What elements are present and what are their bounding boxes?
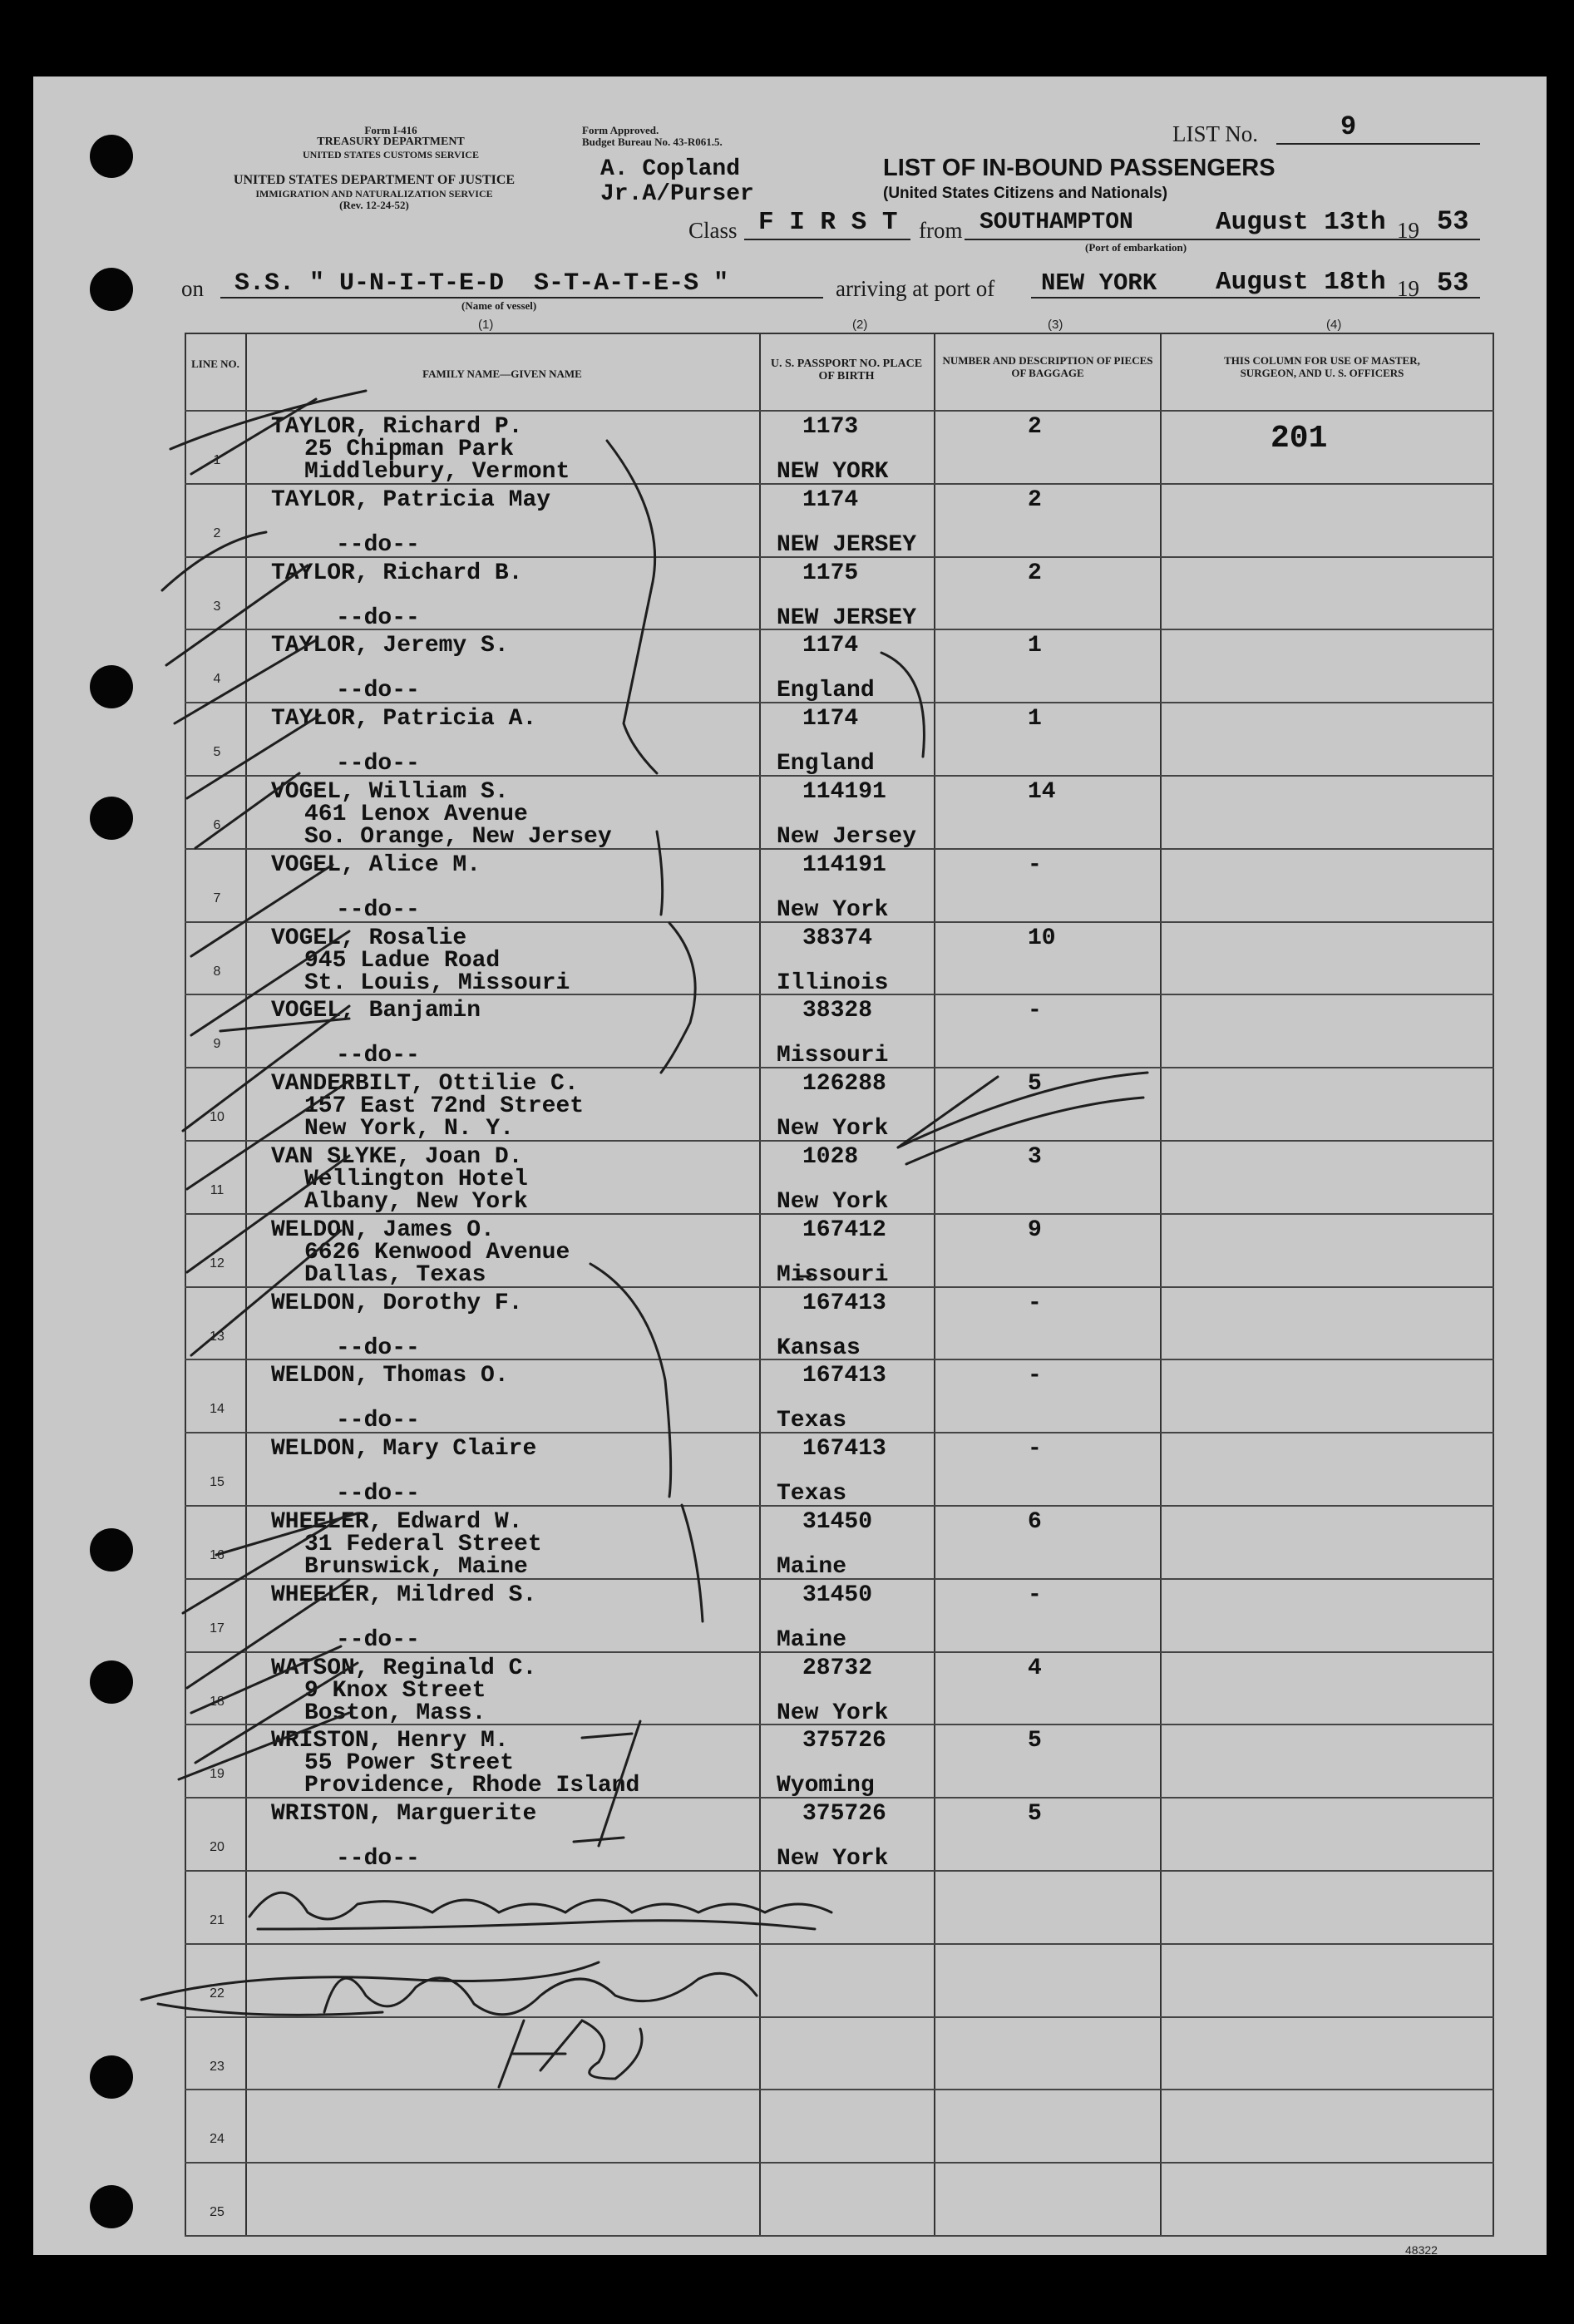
address-line-2: --do-- <box>336 1335 420 1361</box>
address-line-2: --do-- <box>336 896 420 923</box>
passport-number: 1174 <box>802 633 859 659</box>
address-line-1: Wellington Hotel <box>304 1167 528 1192</box>
baggage-count: 2 <box>1028 414 1042 440</box>
place-of-birth: New York <box>777 896 889 923</box>
address-line-2: --do-- <box>336 1626 420 1653</box>
place-of-birth: New Jersey <box>777 824 917 850</box>
address-line-2: --do-- <box>336 1846 420 1873</box>
address-line-2: Brunswick, Maine <box>304 1554 528 1580</box>
address-line-2: So. Orange, New Jersey <box>304 824 612 850</box>
address-line-2: Dallas, Texas <box>304 1261 486 1288</box>
baggage-count: - <box>1028 998 1042 1024</box>
passport-number: 38374 <box>802 925 873 951</box>
address-line-2: Providence, Rhode Island <box>304 1773 640 1799</box>
header-passport: U. S. PASSPORT NO. PLACE OF BIRTH <box>770 358 923 382</box>
header-line-no: LINE NO. <box>191 358 239 370</box>
place-of-birth: NEW YORK <box>777 459 889 485</box>
line-number: 16 <box>210 1548 225 1562</box>
line-number: 12 <box>210 1256 225 1271</box>
baggage-count: - <box>1028 1363 1042 1389</box>
passenger-name: VOGEL, Rosalie <box>271 925 467 951</box>
address-line-2: St. Louis, Missouri <box>304 970 570 996</box>
address-line-1: 31 Federal Street <box>304 1532 542 1557</box>
place-of-birth: Wyoming <box>777 1773 875 1799</box>
passenger-name: WELDON, Thomas O. <box>271 1363 509 1389</box>
form-code: 48322 <box>1405 2243 1438 2257</box>
passport-number: 375726 <box>802 1801 886 1828</box>
baggage-count: 4 <box>1028 1655 1042 1681</box>
passport-number: 31450 <box>802 1509 873 1535</box>
address-line-2: --do-- <box>336 1043 420 1069</box>
address-line-2: --do-- <box>336 751 420 777</box>
list-no-label: LIST No. <box>1172 121 1259 146</box>
passenger-name: VANDERBILT, Ottilie C. <box>271 1071 579 1098</box>
passport-number: 114191 <box>802 779 886 805</box>
passenger-name: VOGEL, Alice M. <box>271 851 481 878</box>
passport-number: 28732 <box>802 1655 873 1681</box>
passport-number: 167413 <box>802 1436 886 1463</box>
header-baggage: NUMBER AND DESCRIPTION OF PIECES OF BAGGAGE <box>942 354 1153 379</box>
passport-number: 31450 <box>802 1581 873 1608</box>
baggage-count: 2 <box>1028 560 1042 586</box>
form-revision: (Rev. 12-24-52) <box>339 199 409 211</box>
place-of-birth: New York <box>777 1700 889 1726</box>
baggage-count: 14 <box>1028 779 1056 805</box>
address-line-1: 55 Power Street <box>304 1750 515 1777</box>
header-name: FAMILY NAME—GIVEN NAME <box>422 368 582 380</box>
line-number: 13 <box>210 1329 225 1344</box>
passenger-name: TAYLOR, Jeremy S. <box>271 633 509 659</box>
passenger-name: WATSON, Reginald C. <box>271 1655 537 1681</box>
passenger-name: WHEELER, Mildred S. <box>271 1581 537 1608</box>
line-number: 20 <box>210 1840 225 1855</box>
passport-number: 1028 <box>802 1144 859 1170</box>
address-line-1: 945 Ladue Road <box>304 947 501 974</box>
baggage-count: - <box>1028 851 1042 878</box>
line-number: 14 <box>210 1402 225 1417</box>
embarkation-date: August 13th <box>1216 208 1386 237</box>
baggage-count: 3 <box>1028 1144 1042 1170</box>
passenger-name: WRISTON, Henry M. <box>271 1728 509 1754</box>
passport-number: 1174 <box>802 706 859 733</box>
passenger-name: VOGEL, William S. <box>271 779 509 805</box>
officer-note: 201 <box>1271 421 1328 456</box>
address-line-2: --do-- <box>336 531 420 558</box>
passenger-name: TAYLOR, Patricia A. <box>271 706 537 733</box>
line-number: 18 <box>210 1694 225 1709</box>
place-of-birth: Maine <box>777 1626 847 1653</box>
baggage-count: 6 <box>1028 1509 1042 1535</box>
address-line-2: Middlebury, Vermont <box>304 459 570 485</box>
passport-number: 167413 <box>802 1290 886 1316</box>
vessel-name: S.S. " U-N-I-T-E-D S-T-A-T-E-S " <box>234 269 729 298</box>
line-number: 2 <box>213 525 221 540</box>
customs-service: UNITED STATES CUSTOMS SERVICE <box>303 149 479 160</box>
address-line-2: Albany, New York <box>304 1189 528 1215</box>
line-number: 7 <box>213 891 221 905</box>
line-number: 24 <box>210 2132 225 2147</box>
column-number-3: (3) <box>1048 318 1063 332</box>
baggage-count: 1 <box>1028 706 1042 733</box>
address-line-1: 461 Lenox Avenue <box>304 802 528 827</box>
port-embark-caption: (Port of embarkation) <box>1085 241 1187 254</box>
passenger-name: WHEELER, Edward W. <box>271 1509 523 1535</box>
column-number-2: (2) <box>852 318 868 332</box>
officer-title: Jr.A/Purser <box>600 181 754 207</box>
address-line-1: 6626 Kenwood Avenue <box>304 1239 570 1266</box>
arrival-port: NEW YORK <box>1041 269 1157 297</box>
passport-number: 114191 <box>802 851 886 878</box>
baggage-count: 5 <box>1028 1728 1042 1754</box>
form-number: Form I-416 <box>364 124 417 136</box>
line-number: 17 <box>210 1621 225 1636</box>
arriving-label: arriving at port of <box>836 276 995 301</box>
on-label: on <box>181 276 204 301</box>
form-approved: Form Approved. <box>582 124 659 136</box>
address-line-2: Boston, Mass. <box>304 1700 486 1726</box>
passenger-name: TAYLOR, Richard P. <box>271 414 523 440</box>
embark-year: 53 <box>1437 206 1469 237</box>
place-of-birth: Maine <box>777 1554 847 1580</box>
place-of-birth: England <box>777 751 875 777</box>
line-number: 5 <box>213 745 221 760</box>
arrival-year-prefix: 19 <box>1397 276 1419 301</box>
treasury-dept: TREASURY DEPARTMENT <box>317 136 465 148</box>
passport-number: 126288 <box>802 1071 886 1098</box>
passport-number: 375726 <box>802 1728 886 1754</box>
passport-number: 167412 <box>802 1216 886 1243</box>
justice-dept: UNITED STATES DEPARTMENT OF JUSTICE <box>233 173 516 187</box>
address-line-2: --do-- <box>336 678 420 704</box>
address-line-2: --do-- <box>336 1481 420 1507</box>
line-number: 21 <box>210 1913 225 1927</box>
passenger-name: TAYLOR, Richard B. <box>271 560 523 586</box>
baggage-count: 5 <box>1028 1801 1042 1828</box>
address-line-1: 157 East 72nd Street <box>304 1093 585 1120</box>
line-number: 8 <box>213 964 221 979</box>
place-of-birth: NEW JERSEY <box>777 531 917 558</box>
passenger-name: VAN SLYKE, Joan D. <box>271 1144 523 1170</box>
line-number: 6 <box>213 818 221 832</box>
place-of-birth: New York <box>777 1846 889 1873</box>
class-value: F I R S T <box>758 208 898 237</box>
baggage-count: - <box>1028 1436 1042 1463</box>
place-of-birth: Texas <box>777 1408 847 1434</box>
arrival-year: 53 <box>1437 268 1469 299</box>
list-number: 9 <box>1340 111 1357 142</box>
passport-number: 1175 <box>802 560 859 586</box>
passport-number: 38328 <box>802 998 873 1024</box>
baggage-count: 10 <box>1028 925 1056 951</box>
place-of-birth: Kansas <box>777 1335 861 1361</box>
passenger-name: WRISTON, Marguerite <box>271 1801 537 1828</box>
line-number: 3 <box>213 599 221 614</box>
line-number: 15 <box>210 1475 225 1490</box>
port-of-embarkation: SOUTHAMPTON <box>979 210 1133 235</box>
column-number-4: (4) <box>1326 318 1342 332</box>
place-of-birth: NEW JERSEY <box>777 604 917 631</box>
line-number: 19 <box>210 1767 225 1782</box>
budget-bureau: Budget Bureau No. 43-R061.5. <box>582 136 723 148</box>
place-of-birth: Texas <box>777 1481 847 1507</box>
passenger-name: WELDON, James O. <box>271 1216 495 1243</box>
place-of-birth: New York <box>777 1116 889 1142</box>
baggage-count: - <box>1028 1290 1042 1316</box>
place-of-birth: Missouri <box>777 1043 889 1069</box>
line-number: 4 <box>213 672 221 687</box>
arrival-date: August 18th <box>1216 268 1386 297</box>
form-title: LIST OF IN-BOUND PASSENGERS <box>883 155 1275 181</box>
passenger-name: TAYLOR, Patricia May <box>271 486 551 513</box>
line-number: 9 <box>213 1037 221 1052</box>
ins-service: IMMIGRATION AND NATURALIZATION SERVICE <box>255 188 493 200</box>
place-of-birth: Mi̶ssouri <box>777 1261 889 1288</box>
passenger-name: WELDON, Dorothy F. <box>271 1290 523 1316</box>
line-number: 11 <box>210 1183 225 1197</box>
passport-number: 1173 <box>802 414 859 440</box>
place-of-birth: England <box>777 678 875 704</box>
baggage-count: 5 <box>1028 1071 1042 1098</box>
line-number: 23 <box>210 2059 225 2074</box>
baggage-count: - <box>1028 1581 1042 1608</box>
embark-year-prefix: 19 <box>1397 218 1419 243</box>
from-label: from <box>919 218 963 243</box>
place-of-birth: Illinois <box>777 970 889 996</box>
officer-name: A. Copland <box>600 156 741 182</box>
address-line-2: --do-- <box>336 604 420 631</box>
passenger-name: WELDON, Mary Claire <box>271 1436 537 1463</box>
class-label: Class <box>688 218 738 243</box>
vessel-caption: (Name of vessel) <box>461 299 537 312</box>
baggage-count: 2 <box>1028 486 1042 513</box>
address-line-1: 9 Knox Street <box>304 1677 486 1704</box>
passport-number: 1174 <box>802 486 859 513</box>
line-number: 10 <box>210 1110 225 1125</box>
place-of-birth: New York <box>777 1189 889 1215</box>
column-number-1: (1) <box>478 318 494 332</box>
passenger-name: VOGEL, Banjamin <box>271 998 481 1024</box>
passport-number: 167413 <box>802 1363 886 1389</box>
header-officers: THIS COLUMN FOR USE OF MASTER, SURGEON, AND U. S. OFFICERS <box>1224 354 1420 379</box>
line-number: 25 <box>210 2205 225 2220</box>
address-line-2: --do-- <box>336 1408 420 1434</box>
form-subtitle: (United States Citizens and Nationals) <box>883 185 1168 202</box>
baggage-count: 1 <box>1028 633 1042 659</box>
address-line-1: 25 Chipman Park <box>304 437 515 462</box>
address-line-2: New York, N. Y. <box>304 1116 515 1142</box>
baggage-count: 9 <box>1028 1216 1042 1243</box>
line-number: 22 <box>210 1986 225 2001</box>
line-number: 1 <box>213 453 221 467</box>
